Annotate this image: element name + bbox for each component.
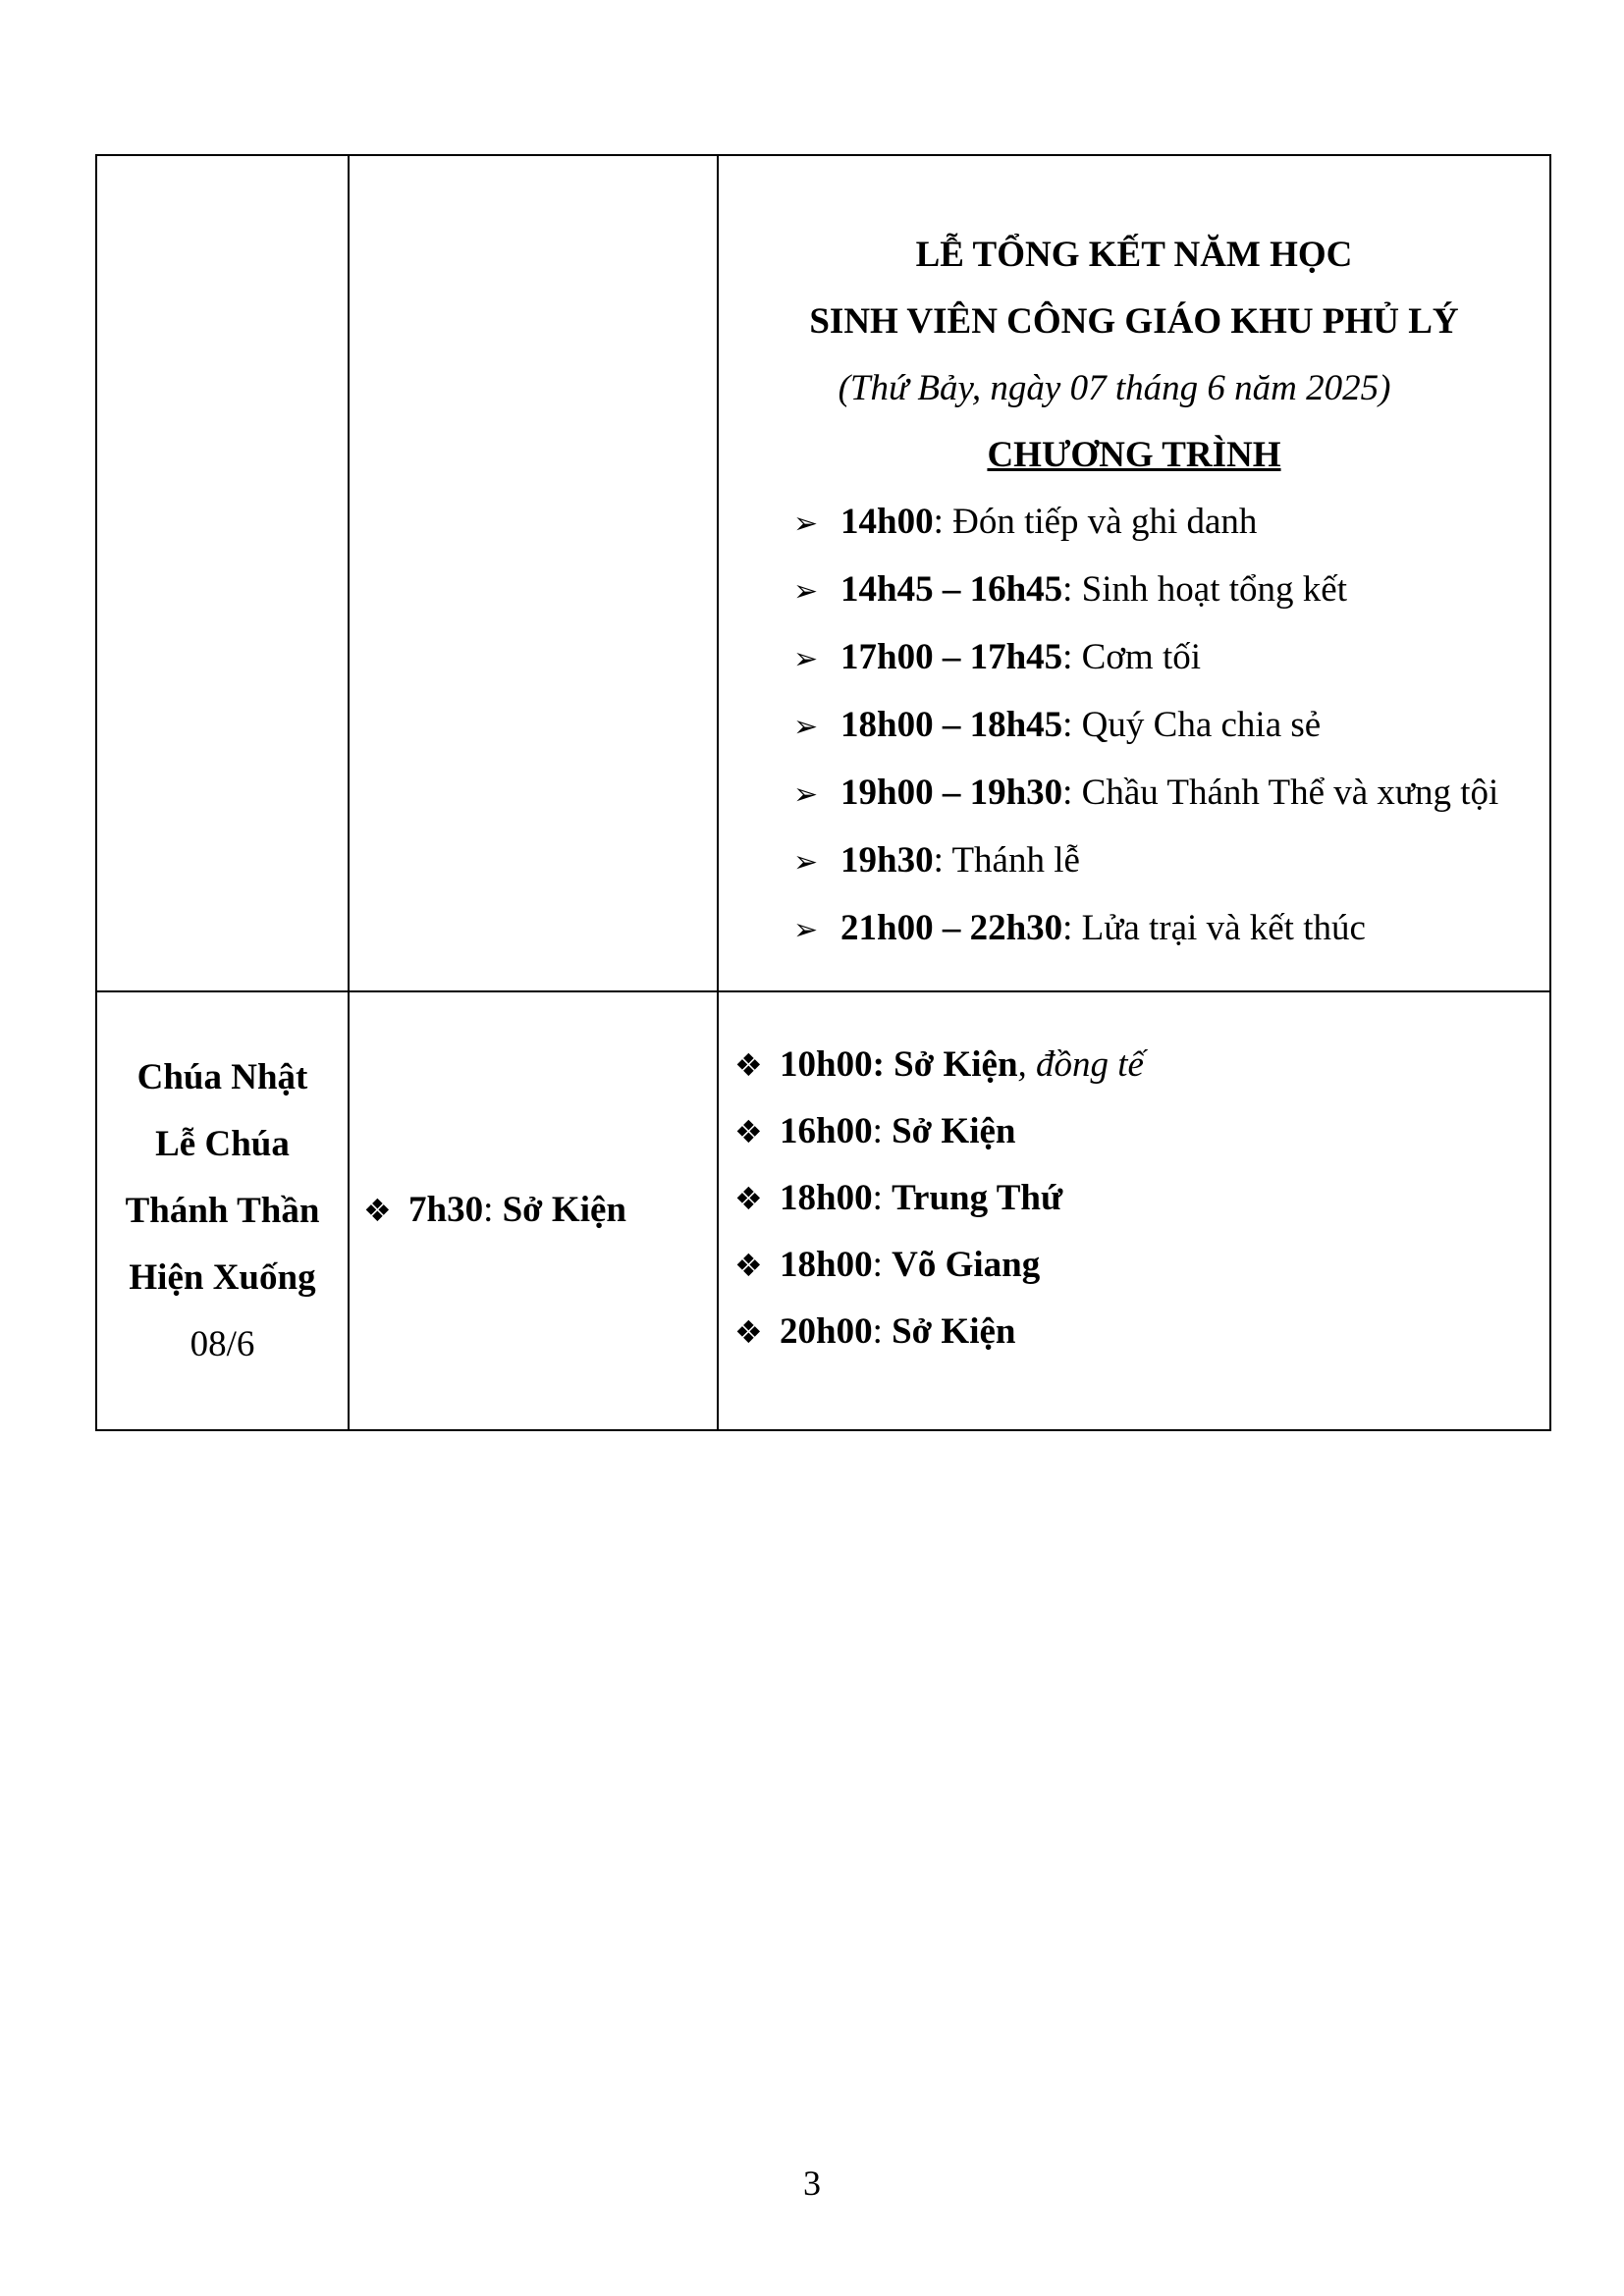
morning-cell (349, 991, 718, 1430)
mass-place: Sở Kiện (893, 1044, 1018, 1085)
item-time: 14h00 (840, 502, 934, 542)
event-title (719, 156, 1549, 355)
event-title-line: SINH VIÊN CÔNG GIÁO KHU PHỦ LÝ (809, 301, 1459, 342)
day-cell (96, 155, 349, 991)
list-item (793, 828, 1549, 895)
diamond-bullet-icon: ❖ (734, 1113, 763, 1150)
item-time: 19h00 – 19h30 (840, 773, 1063, 813)
list-item (734, 1032, 1549, 1098)
schedule-table (95, 154, 1551, 1431)
morning-cell (349, 155, 718, 991)
list-item (734, 1165, 1549, 1232)
item-desc: : Chầu Thánh Thể và xưng tội (1062, 773, 1499, 813)
diamond-bullet-icon: ❖ (734, 1046, 763, 1084)
feast-date: 08/6 (189, 1324, 255, 1364)
item-time: 18h00 – 18h45 (840, 705, 1063, 745)
mass-time: 16h00 (780, 1111, 873, 1151)
list-item (793, 760, 1549, 828)
mass-separator: : (872, 1178, 893, 1218)
item-desc: : Đón tiếp và ghi danh (933, 502, 1258, 542)
diamond-bullet-icon: ❖ (734, 1180, 763, 1217)
arrow-bullet-icon: ➢ (793, 913, 819, 947)
event-date: (Thứ Bảy, ngày 07 tháng 6 năm 2025) (838, 368, 1391, 408)
list-item (734, 1098, 1549, 1165)
feast-line: Chúa Nhật (136, 1057, 308, 1097)
day-cell (96, 991, 349, 1430)
mass-separator: : (483, 1190, 503, 1230)
table-row (96, 991, 1550, 1430)
mass-time: 20h00 (780, 1311, 873, 1352)
mass-time: 18h00 (780, 1245, 873, 1285)
arrow-bullet-icon: ➢ (793, 777, 819, 812)
feast-line: Thánh Thần (125, 1191, 320, 1231)
page-number: 3 (803, 2163, 821, 2203)
item-desc: : Lửa trại và kết thúc (1062, 908, 1366, 948)
item-time: 21h00 – 22h30 (840, 908, 1063, 948)
diamond-bullet-icon: ❖ (363, 1192, 392, 1229)
mass-note: , đồng tế (1017, 1044, 1144, 1085)
mass-time: 10h00: (780, 1044, 885, 1085)
feast-line: Hiện Xuống (129, 1257, 316, 1298)
item-time: 17h00 – 17h45 (840, 637, 1063, 677)
event-title-line: LỄ TỔNG KẾT NĂM HỌC (915, 235, 1353, 275)
program-heading: CHƯƠNG TRÌNH (987, 435, 1281, 475)
mass-place: Võ Giang (892, 1245, 1041, 1285)
mass-place: Sở Kiện (502, 1190, 626, 1230)
item-desc: : Cơm tối (1062, 637, 1202, 677)
feast-line: Lễ Chúa (155, 1124, 290, 1164)
list-item (793, 557, 1549, 624)
program-list (719, 489, 1549, 963)
arrow-bullet-icon: ➢ (793, 642, 819, 676)
list-item (793, 895, 1549, 963)
diamond-bullet-icon: ❖ (734, 1247, 763, 1284)
item-desc: : Thánh lễ (933, 840, 1080, 881)
mass-place: Sở Kiện (892, 1111, 1016, 1151)
diamond-bullet-icon: ❖ (734, 1313, 763, 1351)
list-item (793, 624, 1549, 692)
item-desc: : Quý Cha chia sẻ (1062, 705, 1322, 745)
item-time: 14h45 – 16h45 (840, 569, 1063, 610)
mass-separator: : (872, 1311, 893, 1352)
list-item (734, 1299, 1549, 1365)
arrow-bullet-icon: ➢ (793, 574, 819, 609)
event-cell (718, 155, 1550, 991)
masses-cell (718, 991, 1550, 1430)
mass-list (719, 992, 1549, 1365)
item-desc: : Sinh hoạt tổng kết (1062, 569, 1347, 610)
mass-time: 18h00 (780, 1178, 873, 1218)
arrow-bullet-icon: ➢ (793, 845, 819, 880)
list-item (734, 1232, 1549, 1299)
feast-name (97, 992, 348, 1378)
item-time: 19h30 (840, 840, 934, 881)
mass-time: 7h30 (408, 1190, 484, 1230)
mass-separator: : (872, 1111, 893, 1151)
mass-separator (885, 1044, 893, 1085)
list-item (793, 692, 1549, 760)
morning-mass (350, 992, 717, 1244)
mass-separator: : (872, 1245, 893, 1285)
mass-place: Sở Kiện (892, 1311, 1016, 1352)
mass-place: Trung Thứ (892, 1178, 1063, 1218)
table-row (96, 155, 1550, 991)
arrow-bullet-icon: ➢ (793, 710, 819, 744)
list-item (793, 489, 1549, 557)
arrow-bullet-icon: ➢ (793, 507, 819, 541)
